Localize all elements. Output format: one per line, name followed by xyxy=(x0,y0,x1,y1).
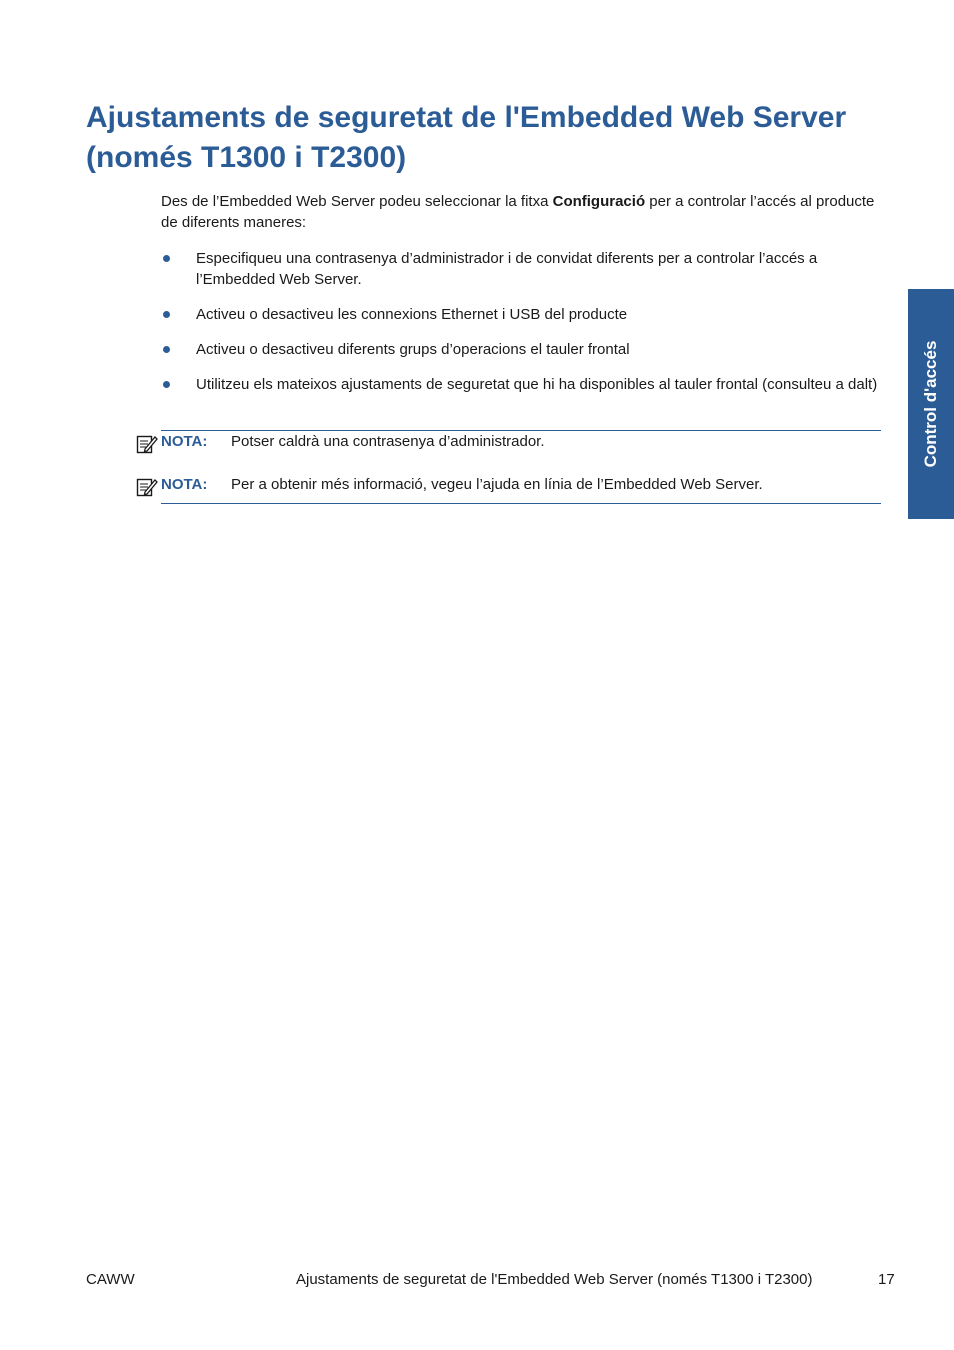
chapter-side-tab xyxy=(908,289,954,519)
list-item-text: Utilitzeu els mateixos ajustaments de seguretat que hi ha disponibles al tauler frontal (consulteu a dalt) xyxy=(196,376,878,393)
page-title-line-2: (només T1300 i T2300) xyxy=(86,141,407,174)
footer-page-number: 17 xyxy=(878,1271,895,1288)
chapter-side-tab-label: Control d'accés xyxy=(921,340,940,468)
bullet-dot-icon xyxy=(163,381,170,388)
note-label: NOTA: xyxy=(161,476,208,493)
note-pencil-icon xyxy=(136,476,158,498)
list-item xyxy=(161,339,881,360)
list-item-text: Activeu o desactiveu les connexions Ethernet i USB del producte xyxy=(196,306,628,323)
intro-text-before: Des de l’Embedded Web Server podeu seleccionar la fitxa xyxy=(161,193,553,210)
note-label: NOTA: xyxy=(161,433,208,450)
bullet-dot-icon xyxy=(163,346,170,353)
list-item xyxy=(161,304,881,325)
note-pencil-icon xyxy=(136,433,158,455)
bullet-list xyxy=(161,248,881,409)
bullet-dot-icon xyxy=(163,311,170,318)
note-text: Per a obtenir més informació, vegeu l’ajuda en línia de l’Embedded Web Server. xyxy=(231,476,763,493)
page-title xyxy=(86,98,906,178)
list-item-text: Especifiqueu una contrasenya d’administrador i de convidat diferents per a controlar l’accés a l’Embedded Web Server. xyxy=(196,250,818,288)
list-item xyxy=(161,374,881,395)
intro-bold-term: Configuració xyxy=(552,193,646,210)
footer-doc-code: CAWW xyxy=(86,1271,135,1288)
bullet-dot-icon xyxy=(163,255,170,262)
page-title-line-1: Ajustaments de seguretat de l'Embedded Web Server xyxy=(86,101,847,134)
note-bottom-rule xyxy=(161,503,881,504)
list-item xyxy=(161,248,881,290)
footer-section-title: Ajustaments de seguretat de l'Embedded Web Server (només T1300 i T2300) xyxy=(296,1271,813,1288)
intro-text-after: per a controlar l’accés al producte de diferents maneres: xyxy=(161,193,875,231)
intro-paragraph xyxy=(161,191,881,233)
list-item-text: Activeu o desactiveu diferents grups d’operacions el tauler frontal xyxy=(196,341,630,358)
note-text: Potser caldrà una contrasenya d’administrador. xyxy=(231,433,545,450)
